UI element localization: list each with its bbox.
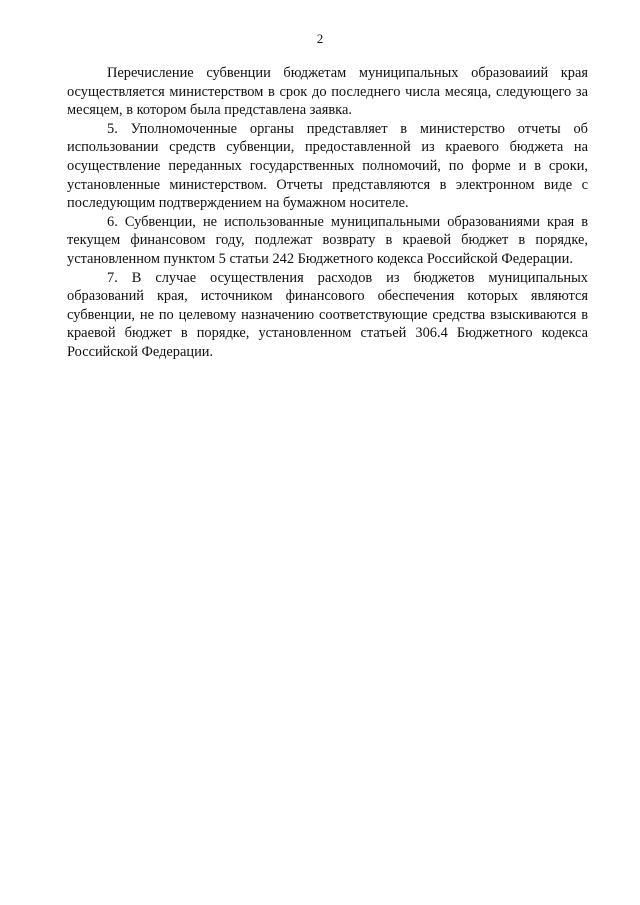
document-body [67,64,588,362]
paragraph-subvention-transfer: Перечисление субвенции бюджетам муниципальных образоваиий края осуществляется министерством в срок до последнего числа месяца, следующего за месяцем, в котором была представлена заявка. [67,65,588,119]
paragraph-item-6-unused-subventions: 6. Субвенции, не использованные муниципальными образованиями края в текущем финансовом году, подлежат возврату в краевой бюджет в порядке, установленном пунктом 5 статьи 242 Бюджетного кодекса Российской Федерации. [67,213,588,267]
paragraph-item-7-misuse-recovery: 7. В случае осуществления расходов из бюджетов муниципальных образований края, источником финансового обеспечения которых являются субвенции, не по целевому назначению соответствующие средства взыскиваются в краевой бюджет в порядке, установленном статьей 306.4 Бюджетного кодекса Российской Федерации. [67,269,588,360]
paragraph-item-5-reports: 5. Уполномоченные органы представляет в министерство отчеты об использовании средств субвенции, предоставленной из краевого бюджета на осуществление переданных государственных полномочий, по форме и в сроки, установленные министерством. Отчеты представляются в электронном виде с последующим подтверждением на бумажном носителе. [67,120,588,212]
page-number: 2 [316,31,324,46]
